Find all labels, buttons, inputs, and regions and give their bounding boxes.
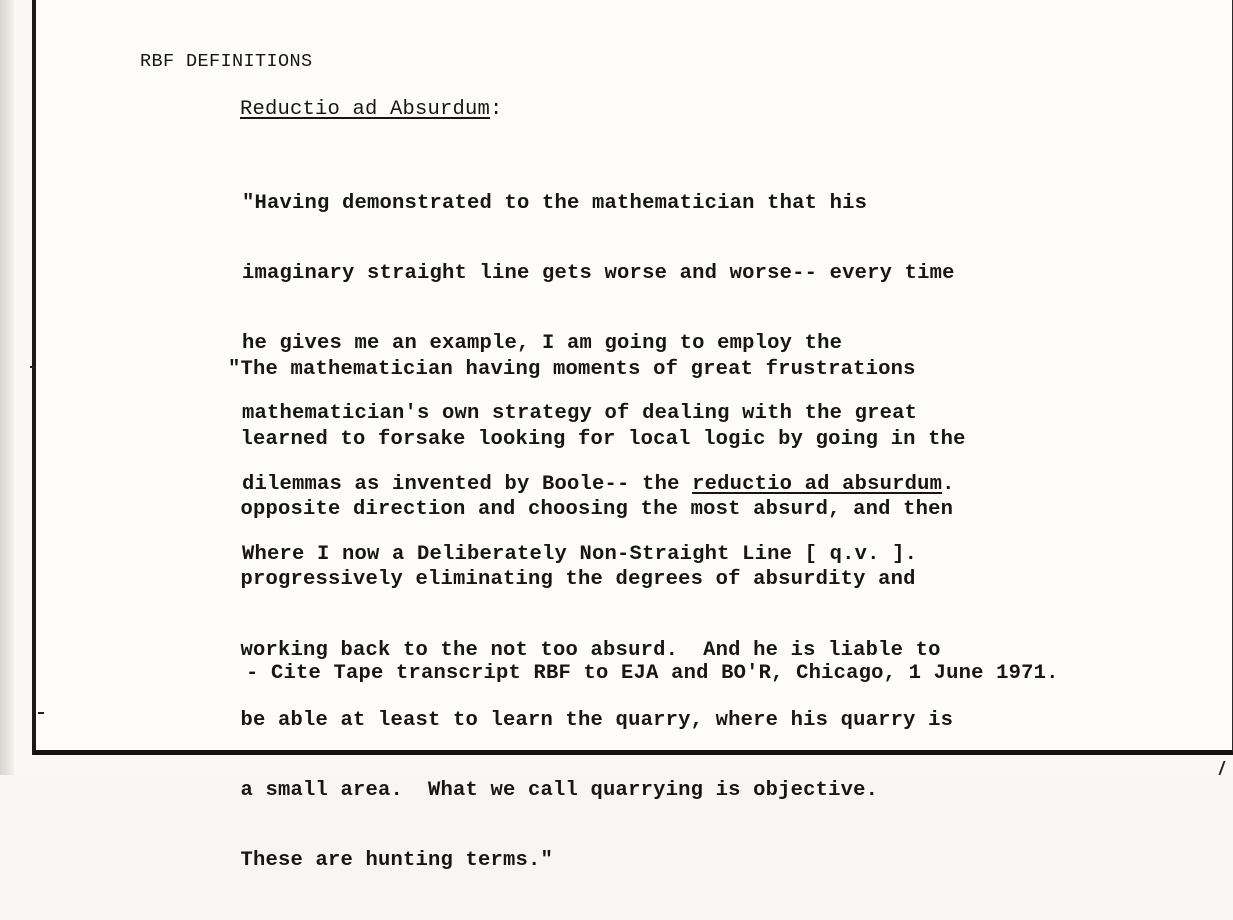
quote2-line-5: working back to the not too absurd. And he is liable to — [228, 638, 941, 662]
quote2-line-1: "The mathematician having moments of great frustrations — [228, 357, 916, 381]
quote1-line-5-text: dilemmas as invented by Boole-- the — [242, 472, 693, 496]
quote2-line-4: progressively eliminating the degrees of absurdity and — [228, 568, 916, 592]
quote2-line-6: be able at least to learn the quarry, where his quarry is — [228, 708, 954, 732]
quote1-line-1: "Having demonstrated to the mathematician that his — [242, 191, 868, 215]
citation: - Cite Tape transcript RBF to EJA and BO'R, Chicago, 1 June 1971. — [246, 662, 1059, 685]
quote1-line-3: he gives me an example, I am going to employ the — [242, 332, 843, 356]
quote1-line-6: Where I now a Deliberately Non-Straight Line [ q.v. ]. — [242, 542, 918, 566]
card-margin-mark — [38, 712, 44, 714]
document-heading: RBF DEFINITIONS — [140, 51, 313, 72]
page-edge-shadow — [0, 0, 14, 775]
quote-paragraph-2 — [228, 311, 966, 920]
underlined-term: reductio ad absurdum — [692, 472, 943, 496]
term-title-colon: : — [490, 98, 503, 121]
quote1-line-2: imaginary straight line gets worse and worse-- every time — [242, 262, 955, 286]
quote2-line-7: a small area. What we call quarrying is objective. — [228, 779, 879, 803]
term-heading — [240, 98, 503, 121]
quote1-line-4: mathematician's own strategy of dealing with the great — [242, 402, 918, 426]
quote2-line-8: These are hunting terms." — [228, 849, 554, 873]
card-margin-mark — [30, 366, 36, 368]
quote2-line-2: learned to forsake looking for local logic by going in the — [228, 428, 966, 452]
quote2-line-3: opposite direction and choosing the most absurd, and then — [228, 498, 954, 522]
term-title: Reductio ad Absurdum — [240, 98, 491, 121]
page-corner-mark — [1218, 761, 1233, 775]
quote1-line-5-end: . — [942, 472, 955, 496]
